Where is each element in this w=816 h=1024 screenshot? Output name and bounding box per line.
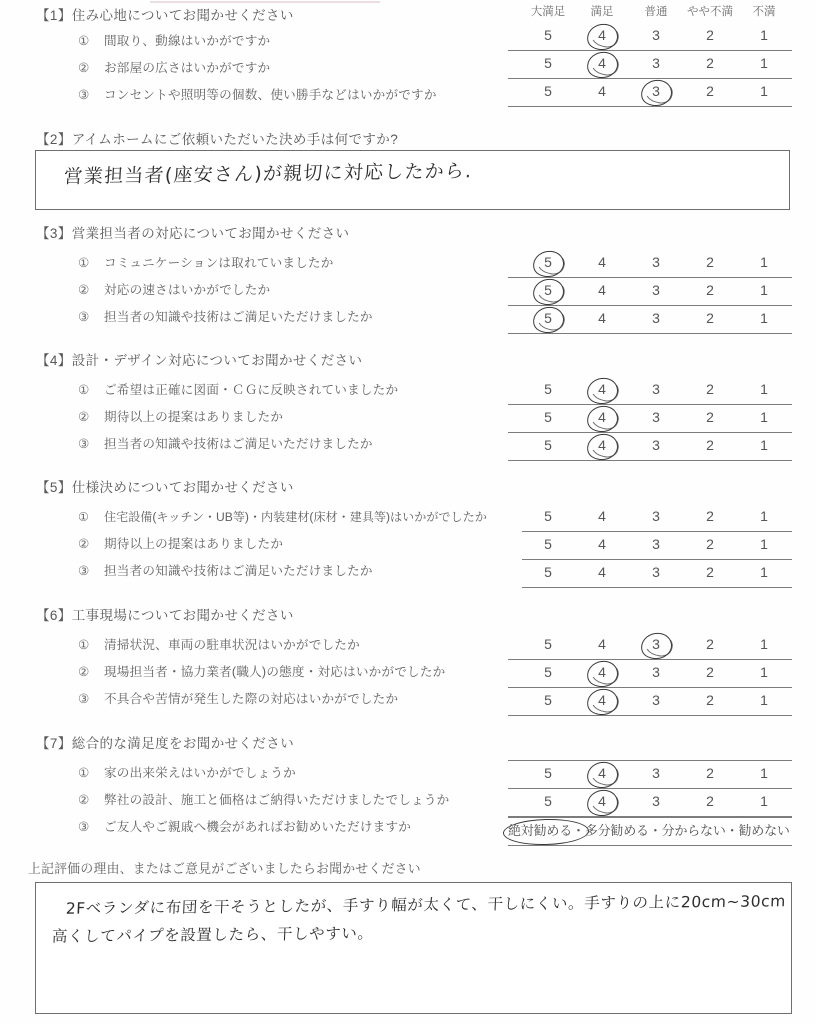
scale-option-1[interactable]: 1 [760,381,768,397]
section-7-heading: 【7】総合的な満足度をお聞かせください [36,736,295,751]
question-text: 不具合や苦情が発生した際の対応はいかがでしたか [104,692,399,706]
scale-option-3[interactable]: 3 [652,310,660,326]
scale-option-5[interactable]: 5 [544,765,552,781]
scale-option-2[interactable]: 2 [706,765,714,781]
scale-row [522,560,792,588]
scale-option-1[interactable]: 1 [760,664,768,680]
scale-option-3[interactable]: 3 [652,381,660,397]
final-comment-box[interactable] [35,882,792,1014]
scale-option-3[interactable]: 3 [652,793,660,809]
scale-header-dissatisfied: 不満 [752,6,776,18]
scale-option-3[interactable]: 3 [652,55,660,71]
scale-option-5[interactable]: 5 [544,437,552,453]
scale-option-1[interactable]: 1 [760,536,768,552]
section-1-questions [78,28,437,109]
question-text: お部屋の広さはいかがですか [104,61,271,75]
scale-row [508,250,792,278]
scale-option-2[interactable]: 2 [706,508,714,524]
scale-option-4[interactable]: 4 [587,688,617,715]
scale-option-2[interactable]: 2 [706,536,714,552]
question-number: ① [78,34,90,48]
scale-row [508,23,792,51]
question-number: ③ [78,437,90,451]
scale-option-1[interactable]: 1 [760,282,768,298]
scale-row [508,632,792,660]
scale-option-1[interactable]: 1 [760,310,768,326]
scale-option-2[interactable]: 2 [706,381,714,397]
scale-option-5[interactable]: 5 [533,306,563,333]
section-6-scale-table [508,632,792,716]
scale-row [508,433,792,461]
section-1-scale-table [508,3,792,107]
scale-option-5[interactable]: 5 [544,27,552,43]
question-text: ご友人やご親戚へ機会があればお勧めいただけますか [104,820,412,834]
scale-option-4[interactable]: 4 [598,83,606,99]
scale-row [522,504,792,532]
question-number: ③ [78,692,90,706]
question-number: ② [78,537,90,551]
section-1-heading: 【1】住み心地についてお聞かせください [36,8,294,23]
scale-option-2[interactable]: 2 [706,437,714,453]
scale-option-2[interactable]: 2 [706,636,714,652]
question-number: ② [78,410,90,424]
scale-option-5[interactable]: 5 [544,536,552,552]
scale-option-3[interactable]: 3 [641,79,671,106]
scale-row [508,660,792,688]
scale-option-4[interactable]: 4 [598,310,606,326]
scale-option-4[interactable]: 4 [587,23,617,50]
question-text: 現場担当者・協力業者(職人)の態度・対応はいかがでしたか [104,665,446,679]
scale-option-3[interactable]: 3 [652,282,660,298]
question-text: 期待以上の提案はありましたか [104,410,284,424]
section-6-heading: 【6】工事現場についてお聞かせください [36,608,294,623]
question-text: 家の出来栄えはいかがでしょうか [104,766,296,780]
question-number: ② [78,793,90,807]
question-row [78,55,437,82]
scale-option-5[interactable]: 5 [544,409,552,425]
scale-option-4[interactable]: 4 [587,377,617,404]
scale-option-1[interactable]: 1 [760,508,768,524]
scale-option-1[interactable]: 1 [760,254,768,270]
question-number: ① [78,766,90,780]
scale-option-1[interactable]: 1 [760,83,768,99]
question-text: コミュニケーションは取れていましたか [104,256,334,270]
scale-option-4[interactable]: 4 [598,508,606,524]
question-row [78,531,487,558]
option-separator: ・ [725,823,739,838]
scale-header-satisfied: 満足 [590,6,614,18]
question-number: ③ [78,310,90,324]
question-row [78,304,373,331]
scale-option-4[interactable]: 4 [598,282,606,298]
scale-option-5[interactable]: 5 [544,793,552,809]
scale-option-1[interactable]: 1 [760,27,768,43]
scale-row [508,688,792,716]
section-4-heading: 【4】設計・デザイン対応についてお聞かせください [36,353,363,368]
scale-option-2[interactable]: 2 [706,793,714,809]
scale-header-very-satisfied: 大満足 [530,6,566,18]
scale-option-1[interactable]: 1 [760,437,768,453]
question-number: ③ [78,564,90,578]
scale-option-3[interactable]: 3 [652,664,660,680]
question-number: ② [78,665,90,679]
section-2-answer-box[interactable] [35,150,790,210]
scale-option-1[interactable]: 1 [760,55,768,71]
section-2-handwritten-answer: 営業担当者(座安さん)が親切に対応したから. [63,160,473,188]
recommend-option-no[interactable]: 勧めない [738,823,790,838]
scale-option-2[interactable]: 2 [706,27,714,43]
question-number: ③ [78,88,90,102]
scale-option-2[interactable]: 2 [706,564,714,580]
scale-option-2[interactable]: 2 [706,310,714,326]
question-row [78,28,437,55]
scale-header-row [508,3,792,23]
section-6-questions [78,632,445,713]
recommend-option-probably[interactable]: 多分勧める [584,823,649,838]
scale-row [508,405,792,433]
scale-option-5[interactable]: 5 [544,381,552,397]
question-text: ご希望は正確に図面・ＣＧに反映されていましたか [104,383,399,397]
scale-option-5[interactable]: 5 [544,83,552,99]
scale-option-3[interactable]: 3 [652,409,660,425]
question-number: ② [78,283,90,297]
scale-option-4[interactable]: 4 [587,405,617,432]
scale-row [508,789,792,817]
scale-option-2[interactable]: 2 [706,664,714,680]
section-7-questions [78,760,449,841]
scale-row [508,51,792,79]
scale-option-3[interactable]: 3 [652,437,660,453]
section-4-questions [78,377,398,458]
scale-option-3[interactable]: 3 [641,632,671,659]
scale-option-4[interactable]: 4 [587,761,617,788]
section-5-heading: 【5】仕様決めについてお聞かせください [36,480,294,495]
question-text: 対応の速さはいかがでしたか [104,283,271,297]
scale-option-1[interactable]: 1 [760,409,768,425]
question-number: ① [78,510,89,524]
option-separator: ・ [572,823,585,838]
question-text: 弊社の設計、施工と価格はご納得いただけましたでしょうか [104,793,450,807]
scale-row [508,79,792,107]
scale-row [508,306,792,334]
section-2-heading: 【2】アイムホームにご依頼いただいた決め手は何ですか? [36,132,399,147]
scale-option-5[interactable]: 5 [544,564,552,580]
scale-option-2[interactable]: 2 [706,83,714,99]
scale-option-5[interactable]: 5 [544,636,552,652]
question-text: 期待以上の提案はありましたか [104,537,284,551]
question-row [78,82,437,109]
question-text: 担当者の知識や技術はご満足いただけましたか [104,564,373,578]
scale-row [508,377,792,405]
question-text: 間取り、動線はいかがですか [104,34,271,48]
scale-option-5[interactable]: 5 [544,692,552,708]
section-5-questions [78,504,487,585]
scale-option-2[interactable]: 2 [706,282,714,298]
question-number: ① [78,383,90,397]
scale-option-4[interactable]: 4 [598,564,606,580]
question-row [78,431,398,458]
scale-header-neutral: 普通 [644,6,668,18]
recommend-option-definitely[interactable]: 絶対勧める [508,823,573,838]
section-3-heading: 【3】営業担当者の対応についてお聞かせください [36,226,350,241]
scale-option-4[interactable]: 4 [587,789,617,816]
scale-row [508,278,792,306]
question-text: 担当者の知識や技術はご満足いただけましたか [104,437,373,451]
question-row [78,686,445,713]
scale-option-4[interactable]: 4 [587,51,617,78]
question-number: ③ [78,820,90,834]
question-text: 住宅設備(キッチン・UB等)・内装建材(床材・建具等)はいかがでしたか [104,510,487,524]
scale-option-1[interactable]: 1 [760,765,768,781]
scale-option-3[interactable]: 3 [652,508,660,524]
scale-option-4[interactable]: 4 [598,254,606,270]
scale-option-1[interactable]: 1 [760,793,768,809]
scale-row [508,760,792,789]
section-3-questions [78,250,373,331]
scale-option-2[interactable]: 2 [706,55,714,71]
final-comment-line-2: 高くしてパイプを設置したら、干しやすい。 [51,924,374,946]
question-row [78,632,445,659]
scale-option-5[interactable]: 5 [544,508,552,524]
scale-option-4[interactable]: 4 [587,433,617,460]
question-row [78,760,449,787]
scale-option-1[interactable]: 1 [760,692,768,708]
scale-option-5[interactable]: 5 [544,55,552,71]
question-number: ① [78,256,90,270]
question-row [78,659,445,686]
scale-option-2[interactable]: 2 [706,409,714,425]
question-row [78,250,373,277]
scale-option-2[interactable]: 2 [706,254,714,270]
scale-option-2[interactable]: 2 [706,692,714,708]
scale-option-3[interactable]: 3 [652,27,660,43]
final-comment-prompt: 上記評価の理由、またはご意見がございましたらお聞かせください [28,861,421,876]
scale-option-3[interactable]: 3 [652,765,660,781]
question-row [78,277,373,304]
section-5-scale-table [522,504,792,588]
question-row [78,377,398,404]
scale-option-3[interactable]: 3 [652,564,660,580]
option-separator: ・ [648,823,662,838]
scale-option-4[interactable]: 4 [598,636,606,652]
scale-option-5[interactable]: 5 [544,664,552,680]
section-7-scale-table [508,760,792,846]
question-number: ② [78,61,90,75]
scan-artifact [150,1,380,3]
scale-option-1[interactable]: 1 [760,564,768,580]
question-number: ① [78,638,90,652]
section-3-scale-table [508,250,792,334]
scale-option-4[interactable]: 4 [587,660,617,687]
question-row [78,404,398,431]
question-row [78,558,487,585]
question-row [78,787,449,814]
scale-row [522,532,792,560]
question-row [78,814,449,841]
question-row [78,504,487,531]
scale-option-1[interactable]: 1 [760,636,768,652]
question-text: 担当者の知識や技術はご満足いただけましたか [104,310,373,324]
scale-option-3[interactable]: 3 [652,536,660,552]
question-text: 清掃状況、車両の駐車状況はいかがでしたか [104,638,360,652]
recommend-choice-row [508,817,792,846]
scale-option-5[interactable]: 5 [533,278,563,305]
scale-header-slightly-dissatisfied: やや不満 [687,6,733,18]
recommend-option-unsure[interactable]: 分からない [661,823,726,838]
final-comment-line-1: 2Fベランダに布団を干そうとしたが、手すり幅が太くて、干しにくい。手すりの上に20cm~30cm [65,892,787,918]
question-text: コンセントや照明等の個数、使い勝手などはいかがですか [104,88,437,102]
scale-option-5[interactable]: 5 [533,250,563,277]
section-4-scale-table [508,377,792,461]
scale-option-3[interactable]: 3 [652,254,660,270]
scale-option-4[interactable]: 4 [598,536,606,552]
scale-option-3[interactable]: 3 [652,692,660,708]
